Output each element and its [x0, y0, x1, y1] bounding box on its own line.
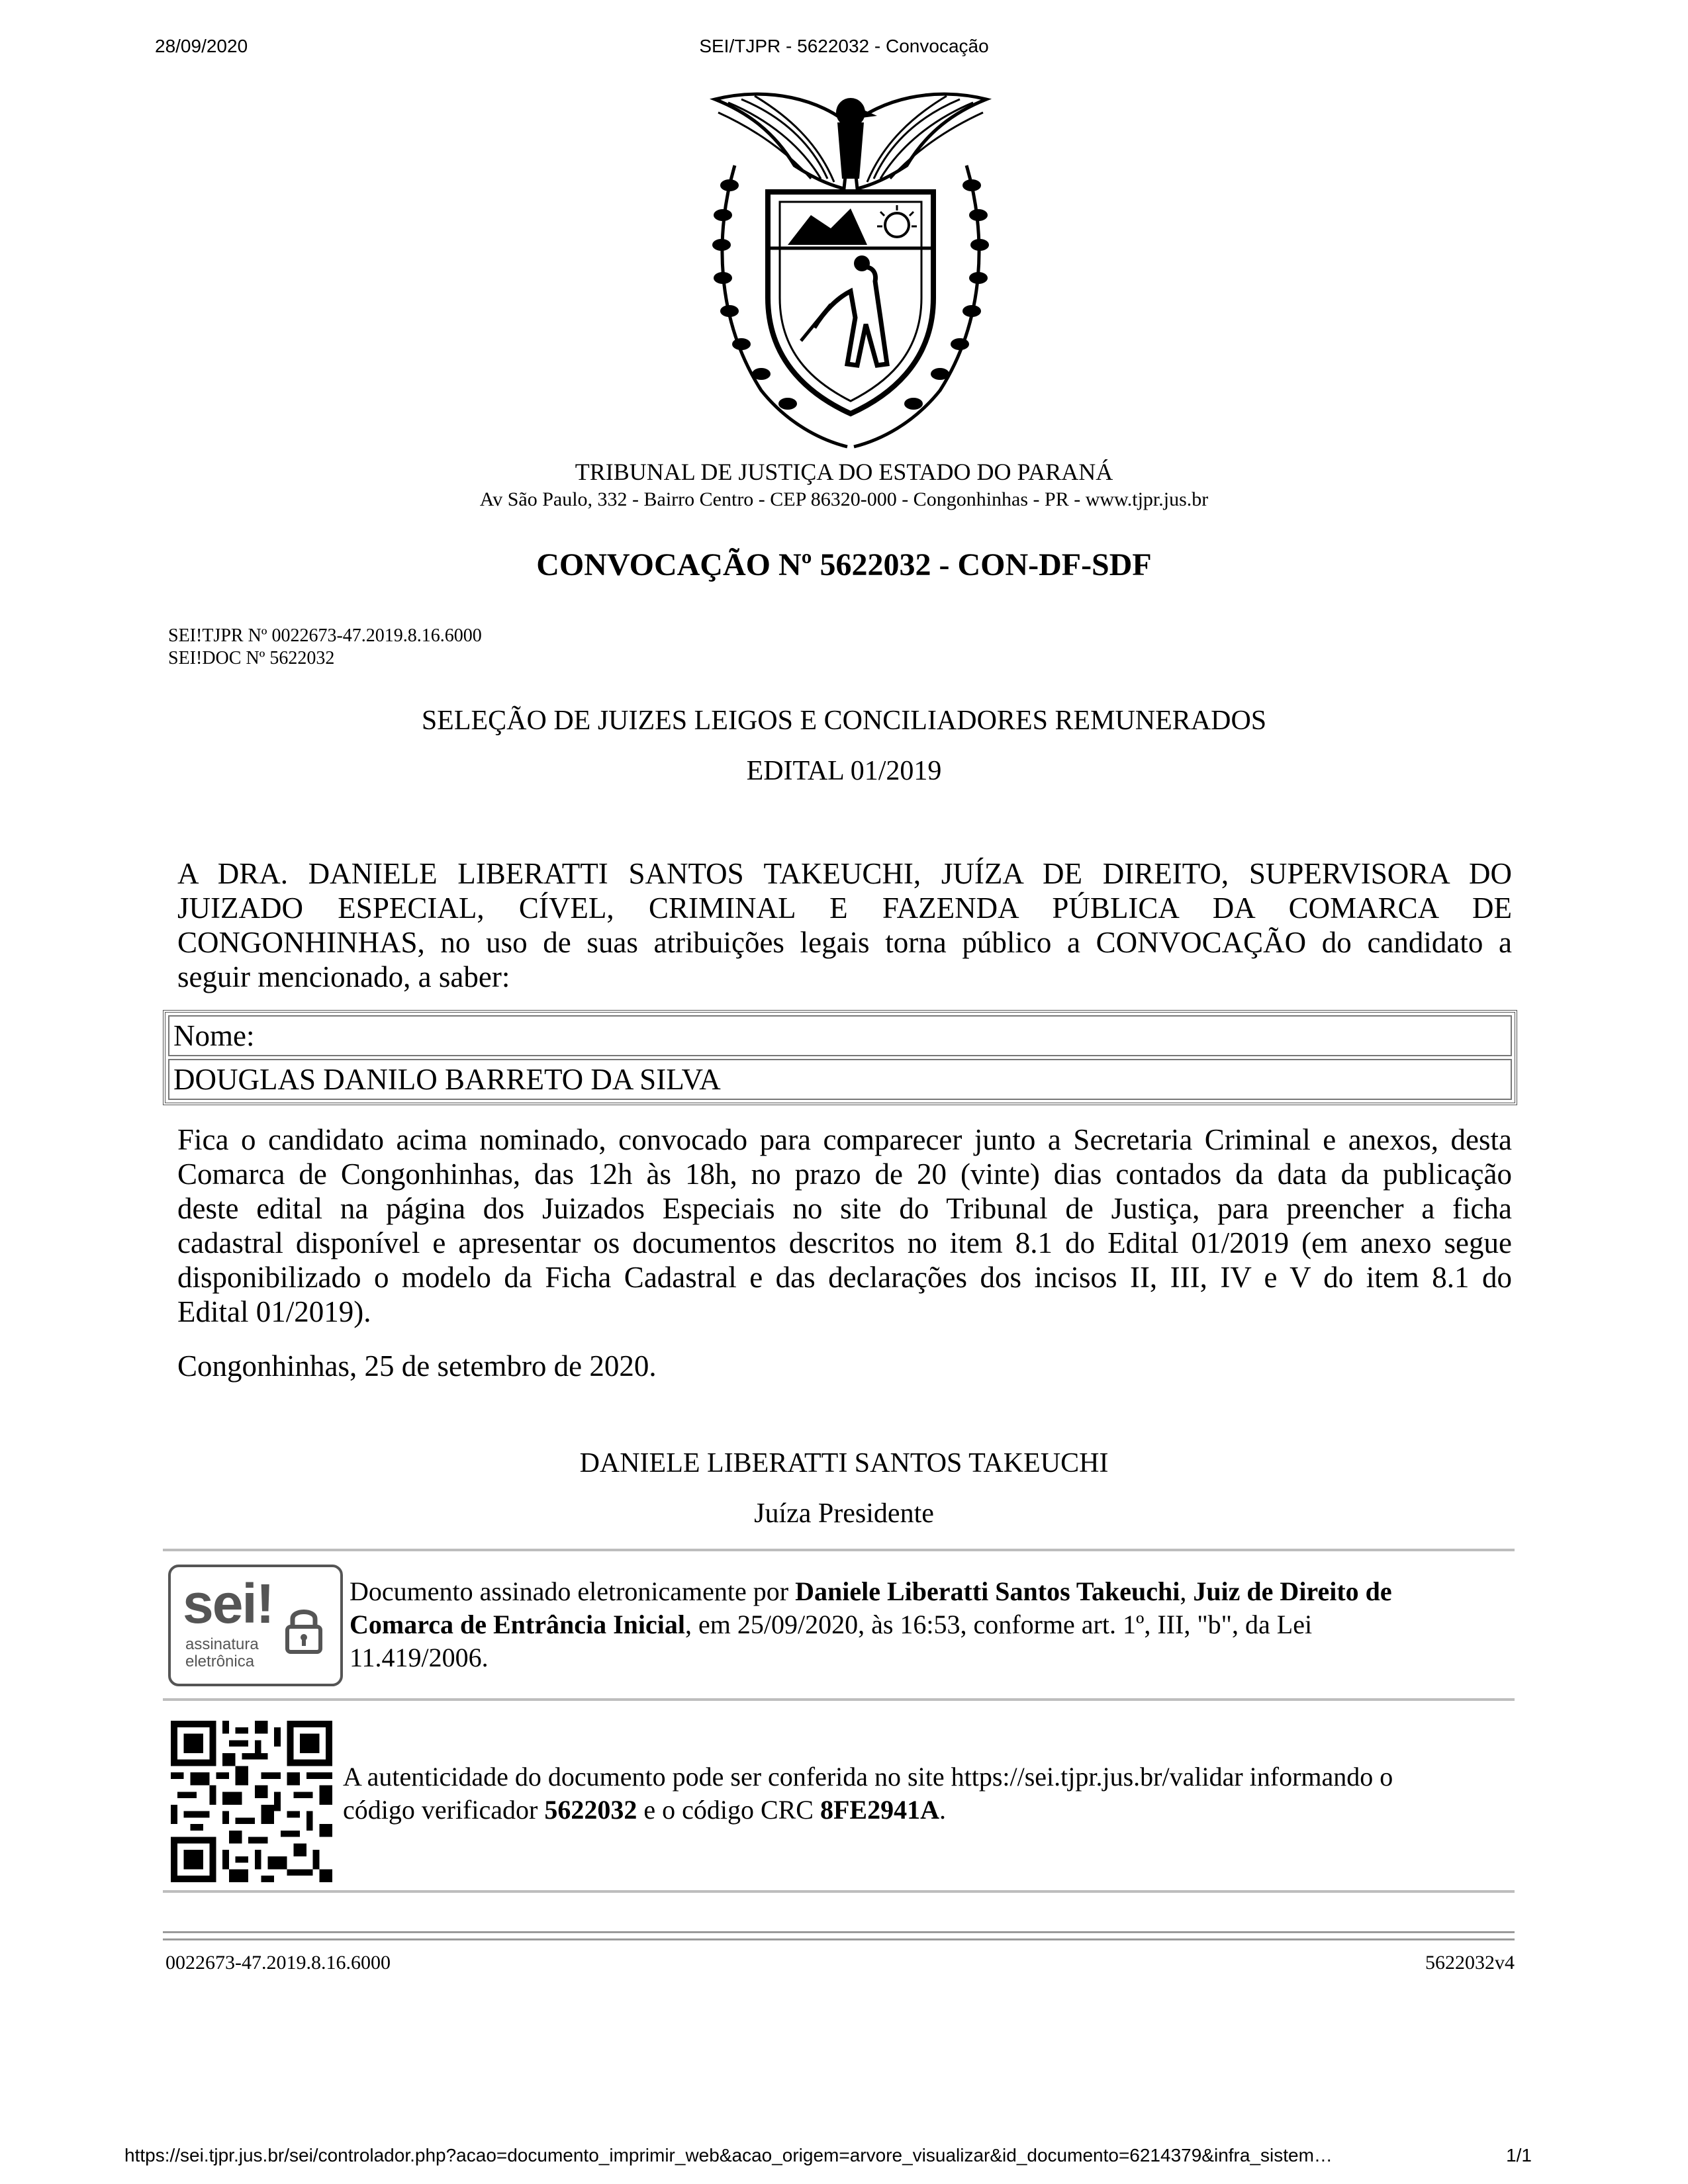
body-line: Comarca de Congonhinhas, das 12h às 18h, no prazo de 20 (vinte) dias contados da data da publicação [177, 1158, 1512, 1191]
signer-role: Juíza Presidente [754, 1498, 934, 1529]
signature-info: Documento assinado eletronicamente por Daniele Liberatti Santos Takeuchi, Juiz de Direito de [350, 1576, 1392, 1606]
signature-info: Comarca de Entrância Inicial, em 25/09/2020, às 16:53, conforme art. 1º, III, "b", da Lei [350, 1610, 1313, 1639]
verification-info: A autenticidade do documento pode ser conferida no site https://sei.tjpr.jus.br/validar informando o [343, 1762, 1393, 1792]
body-line: disponibilizado o modelo da Ficha Cadastral e das declarações dos incisos II, III, IV e V do item 8.1 do [177, 1261, 1512, 1294]
candidate-table [163, 1010, 1517, 1105]
divider [163, 1549, 1515, 1551]
intro-line: CONGONHINHAS, no uso de suas atribuições legais torna público a CONVOCAÇÃO do candidato a [177, 926, 1512, 959]
footer-process-number: 0022673-47.2019.8.16.6000 [165, 1952, 391, 1974]
print-date: 28/09/2020 [155, 36, 248, 56]
sei-signature-seal [168, 1565, 343, 1686]
coat-of-arms-logo [688, 79, 1013, 457]
sei-seal-label: assinatura [185, 1635, 259, 1653]
edital-number: EDITAL 01/2019 [746, 756, 942, 786]
qr-code [171, 1721, 332, 1882]
padlock-icon [283, 1606, 324, 1655]
document-subject: SELEÇÃO DE JUIZES LEIGOS E CONCILIADORES REMUNERADOS [421, 705, 1267, 736]
intro-line: seguir mencionado, a saber: [177, 960, 510, 993]
process-number: SEI!TJPR Nº 0022673-47.2019.8.16.6000 [168, 625, 482, 646]
body-line: Edital 01/2019). [177, 1295, 371, 1328]
verification-info: código verificador 5622032 e o código CRC 8FE2941A. [343, 1795, 946, 1825]
print-page-number: 1/1 [1506, 2145, 1532, 2165]
court-address: Av São Paulo, 332 - Bairro Centro - CEP 86320-000 - Congonhinhas - PR - www.tjpr.jus.br [479, 488, 1209, 510]
divider [163, 1890, 1515, 1893]
body-line: cadastral disponível e apresentar os documentos descritos no item 8.1 do Edital 01/2019 (em anexo segue [177, 1226, 1512, 1259]
print-url: https://sei.tjpr.jus.br/sei/controlador.php?acao=documento_imprimir_web&acao_origem=arvore_visualizar&id_documento=6214379&infra_sistem… [124, 2145, 1333, 2165]
signature-info: 11.419/2006. [350, 1643, 489, 1672]
court-name: TRIBUNAL DE JUSTIÇA DO ESTADO DO PARANÁ [575, 459, 1113, 485]
footer-double-rule [163, 1931, 1515, 1940]
divider [163, 1698, 1515, 1701]
sei-seal-label: eletrônica [185, 1653, 255, 1670]
footer-document-version: 5622032v4 [1425, 1952, 1515, 1974]
intro-line: A DRA. DANIELE LIBERATTI SANTOS TAKEUCHI, JUÍZA DE DIREITO, SUPERVISORA DO [177, 857, 1512, 890]
body-line: deste edital na página dos Juizados Especiais no site do Tribunal de Justiça, para preencher a ficha [177, 1192, 1512, 1225]
place-date: Congonhinhas, 25 de setembro de 2020. [177, 1349, 657, 1383]
candidate-name-cell: DOUGLAS DANILO BARRETO DA SILVA [168, 1059, 1512, 1100]
document-number: SEI!DOC Nº 5622032 [168, 648, 335, 668]
document-title: CONVOCAÇÃO Nº 5622032 - CON-DF-SDF [536, 547, 1152, 582]
print-title: SEI/TJPR - 5622032 - Convocação [699, 36, 989, 56]
table-header-cell: Nome: [168, 1015, 1512, 1056]
signer-name: DANIELE LIBERATTI SANTOS TAKEUCHI [579, 1448, 1109, 1479]
sei-logo-text: sei! [183, 1572, 273, 1635]
intro-line: JUIZADO ESPECIAL, CÍVEL, CRIMINAL E FAZENDA PÚBLICA DA COMARCA DE [177, 891, 1512, 925]
body-line: Fica o candidato acima nominado, convocado para comparecer junto a Secretaria Criminal e anexos, desta [177, 1123, 1512, 1156]
